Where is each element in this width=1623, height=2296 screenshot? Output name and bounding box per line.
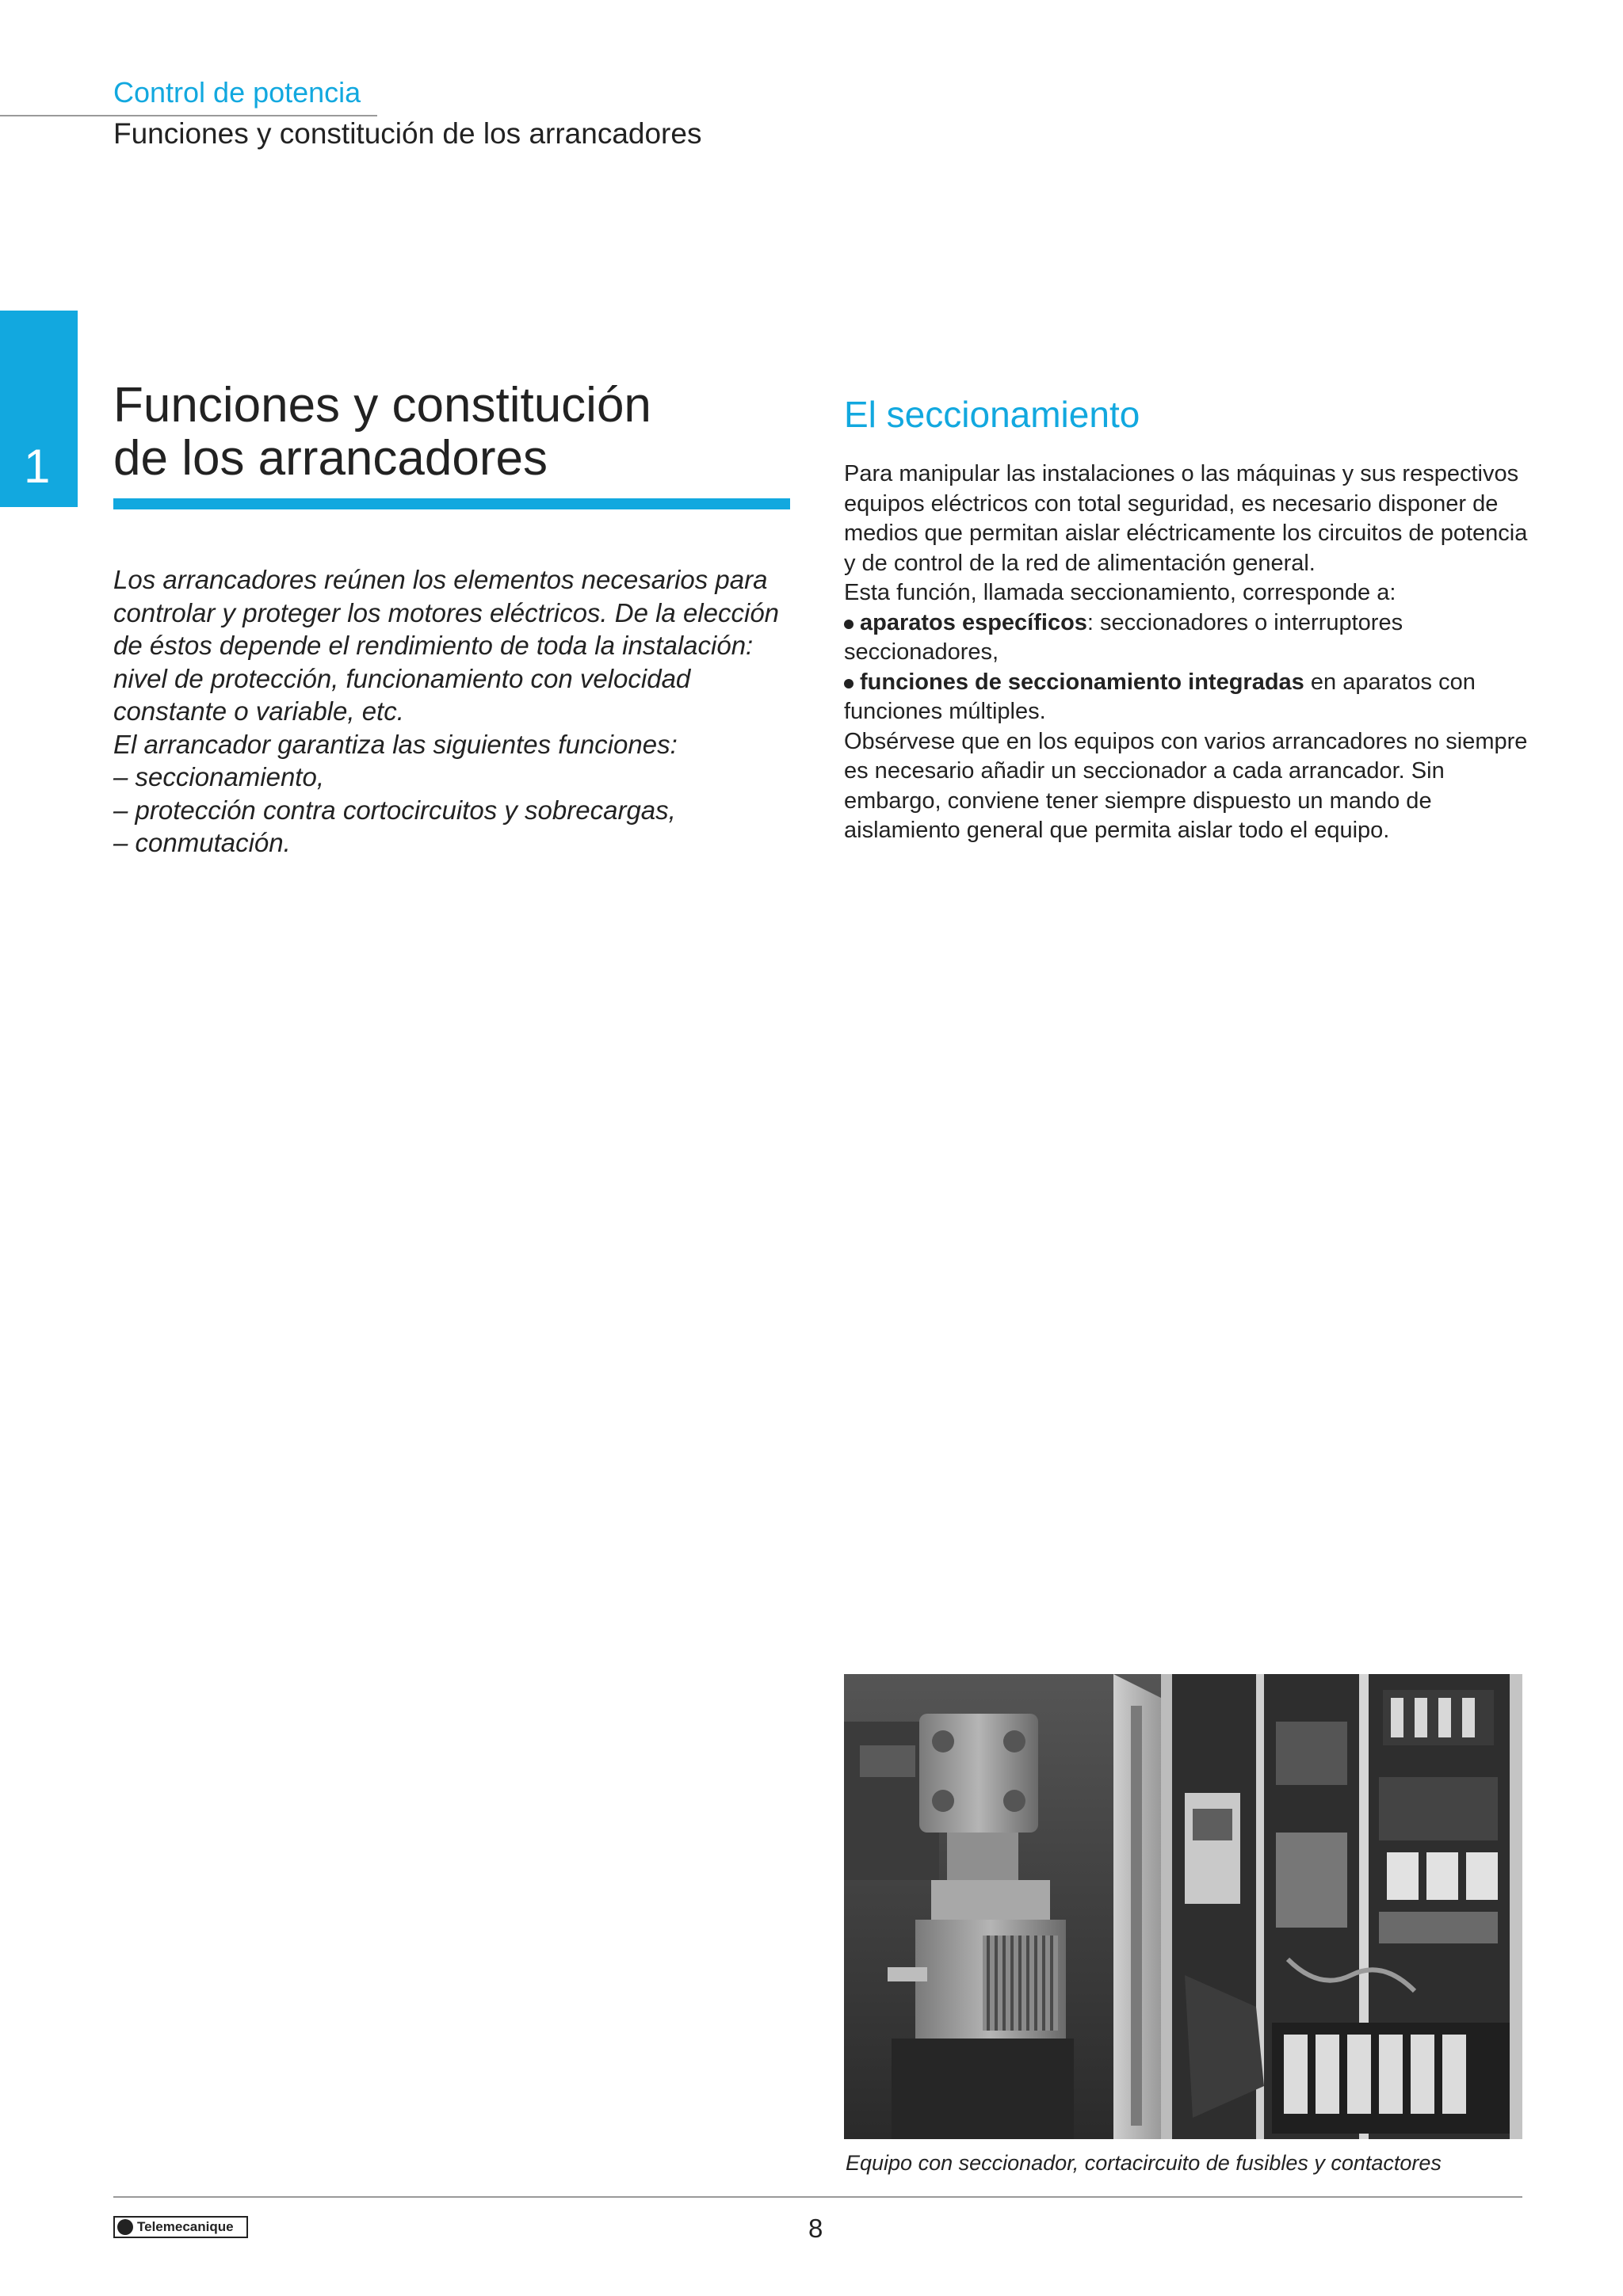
bullet-2-text: en aparatos con funciones múltiples. — [844, 669, 1476, 724]
figure-caption: Equipo con seccionador, cortacircuito de fusibles y contactores — [846, 2151, 1442, 2175]
bullet-item-2 — [844, 668, 1541, 727]
page-title — [113, 379, 795, 485]
logo-mark-icon — [117, 2219, 133, 2235]
functions-lead: El arrancador garantiza las siguientes funciones: — [113, 729, 678, 759]
function-item: – seccionamiento, — [113, 762, 324, 791]
bullet-2-bold: funciones de seccionamiento integradas — [860, 669, 1304, 695]
chapter-number: 1 — [24, 440, 51, 493]
section-body — [844, 460, 1541, 846]
function-item: – conmutación. — [113, 828, 291, 857]
logo-text: Telemecanique — [137, 2219, 234, 2234]
bullet-1-text: : seccionadores o interruptores seccionadores, — [844, 609, 1403, 665]
equipment-photo-illustration — [844, 1674, 1522, 2139]
function-item: – protección contra cortocircuitos y sobrecargas, — [113, 795, 676, 825]
header-divider — [0, 115, 377, 116]
title-underline-bar — [113, 498, 790, 509]
telemecanique-logo — [113, 2216, 248, 2238]
page-number: 8 — [808, 2214, 823, 2243]
body-paragraph-1: Para manipular las instalaciones o las máquinas y sus respectivos equipos eléctricos con total seguridad, es necesario disponer de medios que permitan aislar eléctricamente los circuitos de potencia y de control de la red de alimentación general. — [844, 461, 1528, 576]
equipment-photo — [844, 1674, 1522, 2139]
body-paragraph-2: Esta función, llamada seccionamiento, corresponde a: — [844, 580, 1396, 605]
page-title-line-1: Funciones y constitución — [113, 378, 651, 433]
footer-divider — [113, 2196, 1522, 2198]
page-title-line-2: de los arrancadores — [113, 431, 548, 486]
intro-paragraph: Los arrancadores reúnen los elementos necesarios para controlar y proteger los motores eléctricos. De la elección de éstos depende el rendimiento de toda la instalación: nivel de protección, funcionamiento con velocidad constante o variable, etc. — [113, 565, 780, 726]
header-category: Control de potencia — [113, 76, 361, 109]
section-title: El seccionamiento — [844, 394, 1140, 435]
intro-text — [113, 563, 795, 860]
chapter-tab — [0, 311, 78, 507]
body-paragraph-3: Obsérvese que en los equipos con varios arrancadores no siempre es necesario añadir un seccionador a cada arrancador. Sin embargo, conviene tener siempre dispuesto un mando de aislamiento general que permita aislar todo el equipo. — [844, 728, 1528, 843]
header-subtitle: Funciones y constitución de los arrancadores — [113, 117, 702, 150]
bullet-item-1 — [844, 608, 1541, 668]
bullet-1-bold: aparatos específicos — [860, 609, 1087, 635]
